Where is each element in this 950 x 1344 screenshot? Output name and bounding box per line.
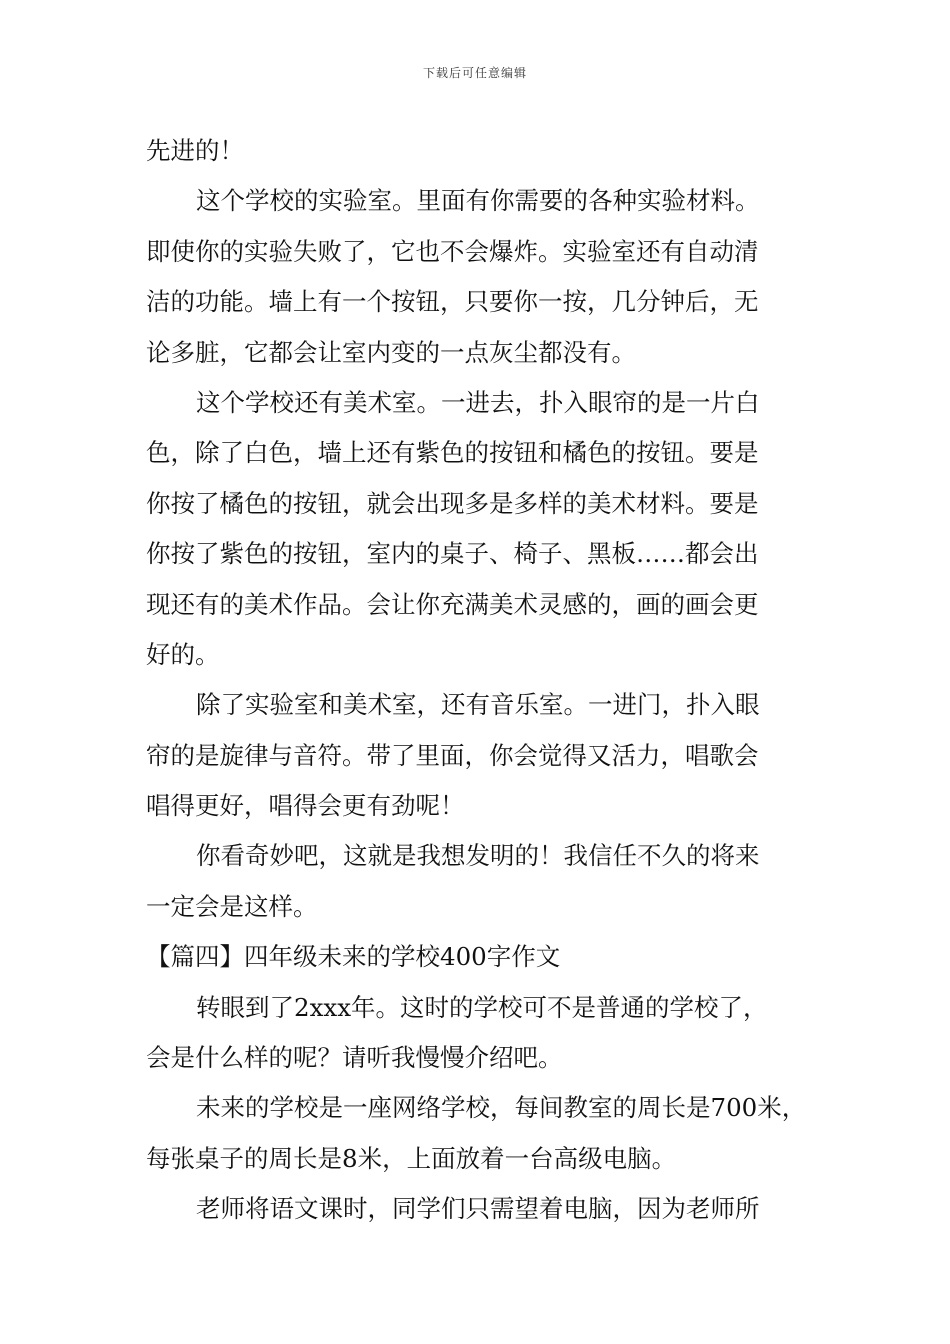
text-line: 色，除了白色，墙上还有紫色的按钮和橘色的按钮。要是	[146, 438, 759, 468]
text-line: 好的。	[146, 639, 220, 669]
page-header: 下载后可任意编辑	[422, 66, 527, 80]
text-line: 先进的！	[146, 136, 244, 165]
text-line: 你按了紫色的按钮，室内的桌子、椅子、黑板……都会出	[146, 539, 759, 569]
text-line: 论多脏，它都会让室内变的一点灰尘都没有。	[146, 337, 636, 367]
text-line: 唱得更好，唱得会更有劲呢！	[146, 791, 465, 821]
text-line: 即使你的实验失败了，它也不会爆炸。实验室还有自动清	[146, 236, 759, 266]
text-line: 老师将语文课时，同学们只需望着电脑，因为老师所	[196, 1194, 760, 1224]
section-heading: 【篇四】四年级未来的学校400字作文	[146, 942, 561, 972]
text-line: 这个学校的实验室。里面有你需要的各种实验材料。	[196, 186, 760, 216]
text-line: 现还有的美术作品。会让你充满美术灵感的，画的画会更	[146, 589, 759, 619]
text-line: 你看奇妙吧，这就是我想发明的！我信任不久的将来	[196, 841, 760, 871]
document-body	[146, 126, 810, 1235]
text-line: 一定会是这样。	[146, 891, 318, 921]
text-line: 帘的是旋律与音符。带了里面，你会觉得又活力，唱歌会	[146, 740, 759, 770]
text-line: 会是什么样的呢？请听我慢慢介绍吧。	[146, 1043, 563, 1073]
text-line: 转眼到了2xxx年。这时的学校可不是普通的学校了，	[196, 992, 768, 1022]
text-line: 未来的学校是一座网络学校，每间教室的周长是700米，	[196, 1093, 807, 1123]
text-line: 你按了橘色的按钮，就会出现多是多样的美术材料。要是	[146, 488, 759, 518]
text-line: 每张桌子的周长是8米，上面放着一台高级电脑。	[146, 1143, 677, 1173]
text-line: 除了实验室和美术室，还有音乐室。一进门，扑入眼	[196, 690, 760, 720]
text-line: 这个学校还有美术室。一进去，扑入眼帘的是一片白	[196, 387, 760, 417]
text-line: 洁的功能。墙上有一个按钮，只要你一按，几分钟后，无	[146, 287, 759, 317]
